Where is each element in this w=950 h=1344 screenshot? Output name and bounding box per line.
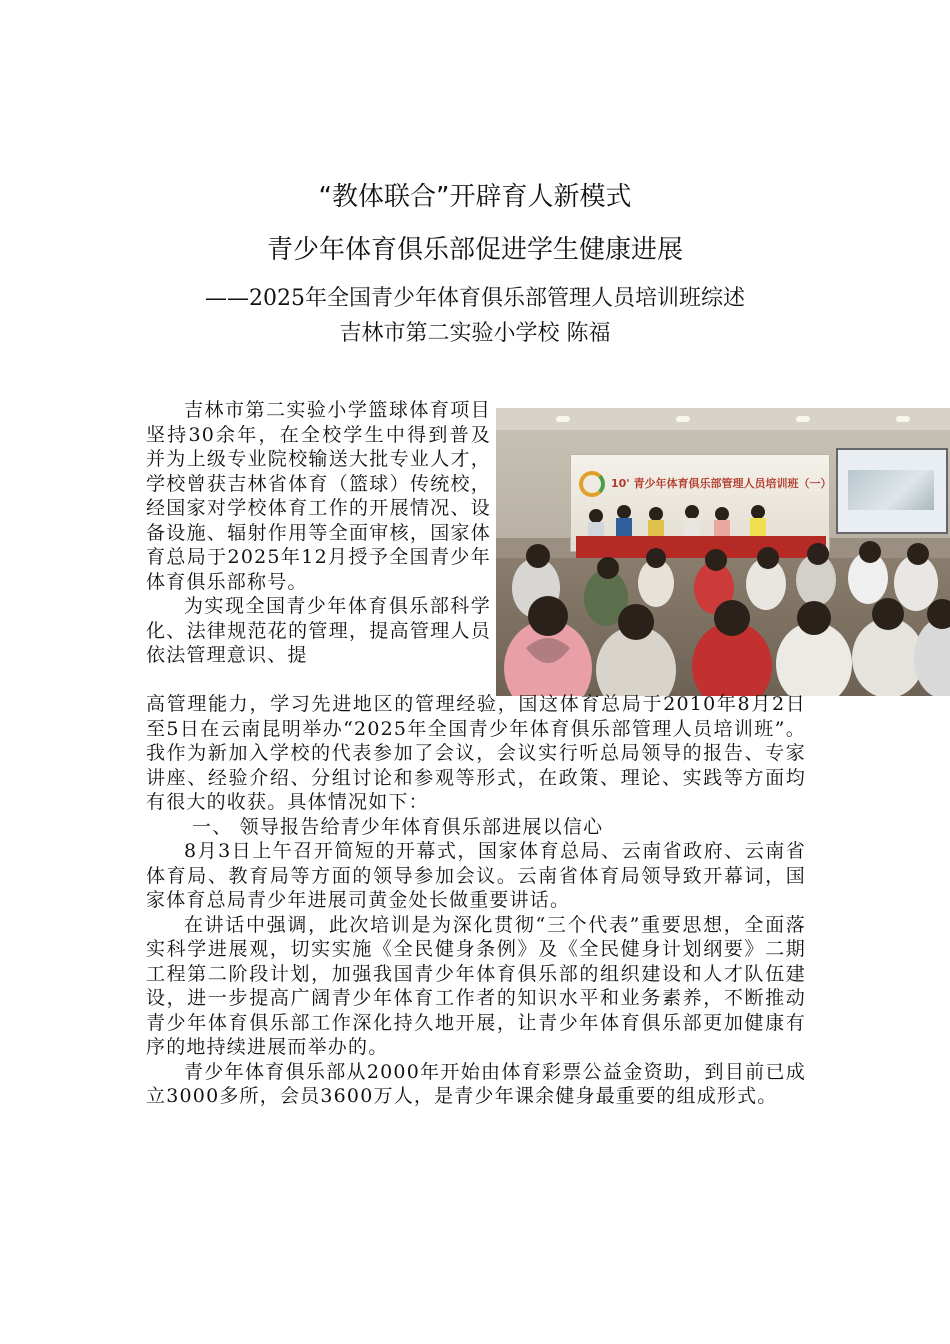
paragraph-intro-2-end: 高管理能力，学习先进地区的管理经验，国这体育总局于2010年8月2日至5日在云南昆明举办“2025年全国青少年体育俱乐部管理人员培训班”。我作为新加入学校的代表参加了会议，会议实行听总局领导的报告、专家讲座、经验介绍、分组讨论和参观等形式，在政策、理论、实践等方面均有很大的收获。具体情况如下： bbox=[146, 693, 806, 813]
audience-figures bbox=[496, 408, 950, 696]
document-author: 吉林市第二实验小学校 陈福 bbox=[339, 321, 611, 346]
presenters bbox=[588, 505, 766, 536]
paragraph-s1-1: 8月3日上午召开简短的开幕式，国家体育总局、云南省政府、云南省体育局、教育局等方面的领导参加会议。云南省体育局领导致开幕词，国家体育总局青少年进展司黄金处长做重要讲话。 bbox=[146, 840, 806, 911]
document-subtitle: ——2025年全国青少年体育俱乐部管理人员培训班综述 bbox=[205, 286, 745, 311]
paragraph-intro-1: 吉林市第二实验小学篮球体育项目坚持30余年，在全校学生中得到普及并为上级专业院校输送大批专业人才，学校曾获吉林省体育（篮球）传统校，经国家对学校体育工作的开展情况、设备设施、辐射作用等全面审核，国家体育总局于2025年12月授予全国青少年体育俱乐部称号。 bbox=[146, 399, 491, 593]
document-title-line1: “教体联合”开辟育人新模式 bbox=[318, 182, 632, 212]
meeting-photo bbox=[496, 408, 950, 696]
paragraph-intro-2-start: 为实现全国青少年体育俱乐部科学化、法律规范花的管理，提高管理人员依法管理意识、提 bbox=[146, 595, 491, 666]
main-body bbox=[146, 692, 806, 1109]
banner-text: 10' 青少年体育俱乐部管理人员培训班（一） bbox=[611, 477, 832, 490]
document-title-line2: 青少年体育俱乐部促进学生健康进展 bbox=[266, 235, 683, 265]
section-heading-1: 一、 领导报告给青少年体育俱乐部进展以信心 bbox=[192, 815, 604, 838]
intro-wrapped-column bbox=[146, 398, 491, 668]
paragraph-s1-3: 青少年体育俱乐部从2000年开始由体育彩票公益金资助，到目前已成立3000多所，会员3600万人，是青少年课余健身最重要的组成形式。 bbox=[146, 1060, 806, 1107]
audience-rows bbox=[504, 541, 950, 696]
paragraph-s1-2: 在讲话中强调，此次培训是为深化贯彻“三个代表”重要思想，全面落实科学进展观，切实实施《全民健身条例》及《全民健身计划纲要》二期工程第二阶段计划，加强我国青少年体育俱乐部的组织建设和人才队伍建设，进一步提高广阔青少年体育工作者的知识水平和业务素养，不断推动青少年体育俱乐部工作深化持久地开展，让青少年体育俱乐部更加健康有序的地持续进展而举办的。 bbox=[146, 913, 806, 1058]
